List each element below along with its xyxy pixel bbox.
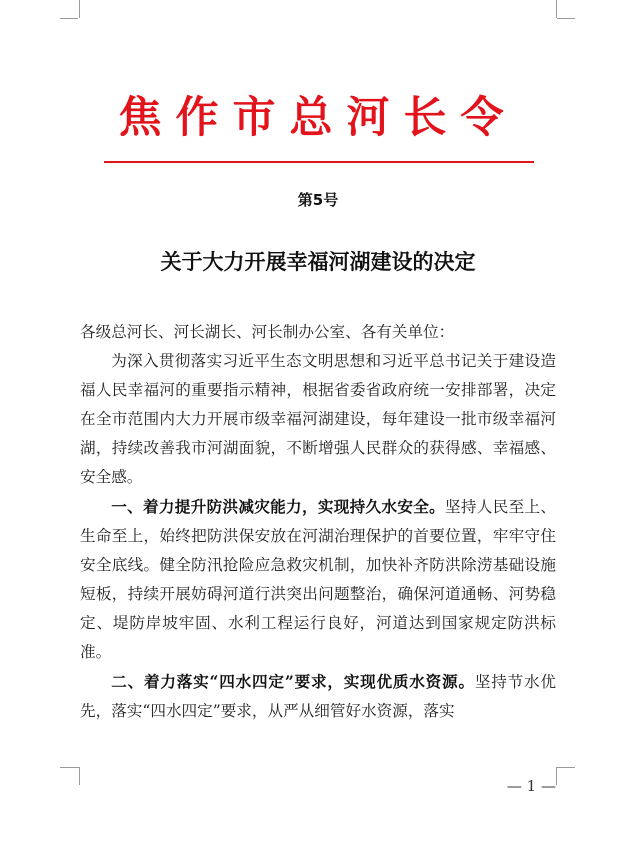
crop-mark-bottom-left (79, 767, 80, 785)
crop-mark-top-left (79, 0, 80, 18)
section-2-heading: 二、着力落实“四水四定”要求，实现优质水资源。 (111, 672, 475, 691)
section-2-text: 坚持节水优先，落实“四水四定”要求，从严从细管好水资源，落实 (80, 673, 556, 720)
crop-mark-top-right (556, 0, 557, 18)
document-number: 第5号 (297, 191, 339, 209)
section-1-paragraph (80, 492, 556, 667)
section-2-paragraph (80, 667, 556, 726)
section-1-heading: 一、着力提升防洪减灾能力，实现持久水安全。 (111, 497, 446, 516)
crop-mark-top-right-h (557, 18, 575, 19)
order-title: 焦作市总河长令 (118, 93, 518, 143)
intro-paragraph: 为深入贯彻落实习近平生态文明思想和习近平总书记关于建设造福人民幸福河的重要指示精神，根据省委省政府统一安排部署，决定在全市范围内大力开展市级幸福河湖建设，每年建设一批市级幸福河湖，持续改善我市河湖面貌，不断增强人民群众的获得感、幸福感、安全感。 (80, 352, 556, 486)
page-number: — 1 — (506, 777, 556, 795)
decision-title: 关于大力开展幸福河湖建设的决定 (160, 249, 476, 274)
red-divider (104, 161, 534, 163)
crop-mark-bottom-left-h (60, 767, 79, 768)
crop-mark-top-left-h (60, 18, 78, 19)
section-1-text: 坚持人民至上、生命至上，始终把防洪保安放在河湖治理保护的首要位置，牢牢守住安全底线。健全防汛抢险应急救灾机制，加快补齐防洪除涝基础设施短板，持续开展妨碍河道行洪突出问题整治，确保河道通畅、河势稳定、堤防岸坡牢固、水利工程运行良好，河道达到国家规定防洪标准。 (80, 498, 556, 661)
document-body (80, 318, 556, 726)
crop-mark-bottom-right (556, 767, 557, 785)
salutation: 各级总河长、河长湖长、河长制办公室、各有关单位： (80, 323, 455, 341)
crop-mark-bottom-right-h (557, 767, 575, 768)
